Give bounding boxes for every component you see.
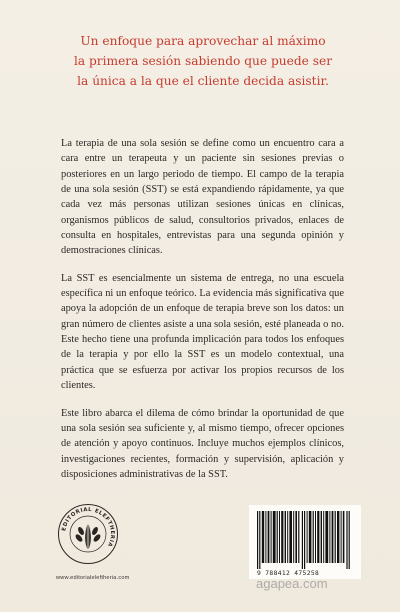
logo-ring-text: EDITORIAL ELEFTHERIA: [61, 506, 116, 548]
tagline-line-2: la primera sesión sabiendo que puede ser: [73, 54, 333, 68]
watermark: agapea.com: [256, 576, 328, 591]
blurb-paragraph-3: Este libro abarca el dilema de cómo brindar la oportunidad de que una sola sesión sea suficiente y, al mismo tiempo, ofrecer opciones de atención y apoyo continuos. Incluye muchos ejemplos clínicos, investigaciones recientes, formación y supervisión, aplicación y disposiciones administrativas de la SST.: [61, 407, 344, 480]
blurb-paragraph-2: La SST es esencialmente un sistema de entrega, no una escuela específica ni un enfoque teórico. La evidencia más significativa que apoya la adopción de un enfoque de terapia breve son los datos: un gran número de clientes asiste a una sola sesión, esté planeada o no. Este hecho tiene una profunda implicación para todos los enfoques de la terapia y por ello la SST es un modelo contextual, una práctica que se esfuerza por activar los propios recursos de los clientes.: [61, 272, 344, 392]
publisher-logo-icon: [57, 503, 119, 565]
blurb: [61, 136, 344, 482]
barcode: [249, 505, 361, 579]
isbn-number: 9 788412 475258: [257, 570, 320, 577]
publisher-url: www.editorialeleftheria.com: [56, 575, 130, 581]
blurb-paragraph-1: La terapia de una sola sesión se define como un encuentro cara a cara entre un terapeuta y un paciente sin sesiones previas o posteriores en un largo periodo de tiempo. El campo de la terapia de una sola sesión (SST) se está expandiendo rápidamente, ya que cada vez más personas utilizan sesiones únicas en clínicas, organismos públicos de salud, consultorios privados, enlaces de consulta en hospitales, entrevistas para una segunda opinión y demostraciones clínicas.: [61, 138, 344, 257]
barcode-icon: [257, 511, 353, 569]
tagline-line-3: la única a la que el cliente decida asistir.: [77, 74, 329, 88]
cover-tagline: [42, 31, 364, 91]
tagline-line-1: Un enfoque para aprovechar al máximo: [80, 34, 326, 48]
